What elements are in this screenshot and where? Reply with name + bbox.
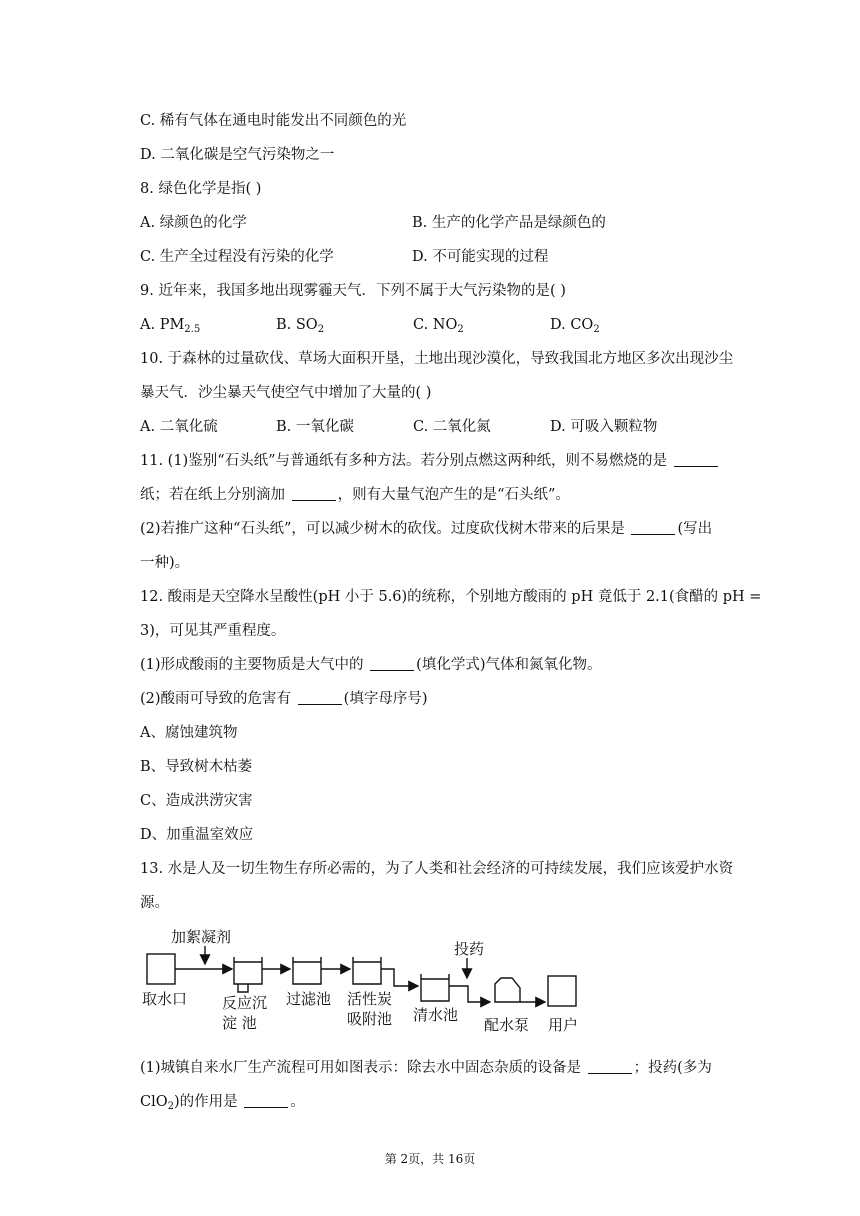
question-8: 8. 绿色化学是指( ) [140, 181, 262, 197]
option-10a: A. 二氧化硫 [140, 419, 218, 435]
option-12d: D、加重温室效应 [140, 827, 254, 843]
question-13-line2: 源。 [140, 895, 169, 911]
question-11-line2: 纸；若在纸上分别滴加 ，则有大量气泡产生的是“石头纸”。 [140, 487, 570, 503]
label-carbon-1: 活性炭 [347, 990, 393, 1008]
label-dosing: 投药 [454, 940, 485, 958]
answer-blank[interactable] [674, 452, 718, 467]
question-11-line4: 一种)。 [140, 555, 190, 571]
question-13-part1-line1: (1)城镇自来水厂生产流程可用如图表示：除去水中固态杂质的设备是 ；投药(多为 [140, 1060, 712, 1076]
option-7c: C. 稀有气体在通电时能发出不同颜色的光 [140, 113, 407, 129]
answer-blank[interactable] [588, 1059, 632, 1074]
option-10b: B. 一氧化碳 [276, 419, 354, 435]
option-8a: A. 绿颜色的化学 [140, 215, 247, 231]
question-13-line1: 13. 水是人及一切生物生存所必需的，为了人类和社会经济的可持续发展，我们应该爱护水资 [140, 861, 734, 877]
answer-blank[interactable] [292, 486, 336, 501]
answer-blank[interactable] [298, 690, 342, 705]
question-11-line3: (2)若推广这种“石头纸”，可以减少树木的砍伐。过度砍伐树木带来的后果是 (写出 [140, 521, 713, 537]
page-footer: 第 2页，共 16页 [384, 1152, 476, 1166]
label-reaction-1: 反应沉 [222, 994, 268, 1012]
question-12-line2: 3)，可见其严重程度。 [140, 623, 286, 639]
question-10-line1: 10. 于森林的过量砍伐、草场大面积开垦，土地出现沙漠化，导致我国北方地区多次出现沙尘 [140, 351, 734, 367]
answer-blank[interactable] [244, 1093, 288, 1108]
question-10-line2: 暴天气．沙尘暴天气使空气中增加了大量的( ) [140, 385, 432, 401]
label-pump: 配水泵 [484, 1016, 530, 1034]
label-coagulant: 加絮凝剂 [171, 928, 232, 946]
label-filter: 过滤池 [286, 990, 332, 1008]
option-12b: B、导致树木枯萎 [140, 759, 253, 775]
option-10c: C. 二氧化氮 [413, 419, 491, 435]
answer-blank[interactable] [631, 520, 675, 535]
option-7d: D. 二氧化碳是空气污染物之一 [140, 147, 335, 163]
option-12c: C、造成洪涝灾害 [140, 793, 253, 809]
label-intake: 取水口 [142, 990, 188, 1008]
question-11-line1: 11. (1)鉴别“石头纸”与普通纸有多种方法。若分别点燃这两种纸，则不易燃烧的是 [140, 451, 720, 471]
label-reaction-2: 淀 池 [222, 1014, 257, 1032]
option-9d: D. $CO_2$ [550, 317, 600, 335]
question-9: 9. 近年来，我国多地出现雾霾天气．下列不属于大气污染物的是( ) [140, 283, 566, 299]
answer-blank[interactable] [370, 656, 414, 671]
option-12a: A、腐蚀建筑物 [140, 725, 238, 741]
option-10d: D. 可吸入颗粒物 [550, 419, 658, 435]
question-12-part1: (1)形成酸雨的主要物质是大气中的 (填化学式)气体和氮氧化物。 [140, 657, 602, 673]
label-carbon-2: 吸附池 [347, 1010, 393, 1028]
option-9a: A. $PM_{2.5}$ [140, 317, 201, 335]
water-treatment-diagram [138, 924, 598, 1036]
option-9c: C. $NO_2$ [413, 317, 464, 335]
option-8d: D. 不可能实现的过程 [412, 249, 549, 265]
option-8b: B. 生产的化学产品是绿颜色的 [412, 215, 606, 231]
question-13-part1-line2: ClO$_2$)的作用是 。 [140, 1094, 305, 1112]
label-clear-water: 清水池 [413, 1006, 459, 1024]
option-8c: C. 生产全过程没有污染的化学 [140, 249, 334, 265]
label-user: 用户 [548, 1016, 579, 1034]
question-12-part2: (2)酸雨可导致的危害有 (填字母序号) [140, 691, 428, 707]
option-9b: B. $SO_2$ [276, 317, 325, 335]
question-12-line1: 12. 酸雨是天空降水呈酸性(pH 小于 5.6)的统称，个别地方酸雨的 pH 竟低于 2.1(食醋的 pH = [140, 589, 762, 605]
